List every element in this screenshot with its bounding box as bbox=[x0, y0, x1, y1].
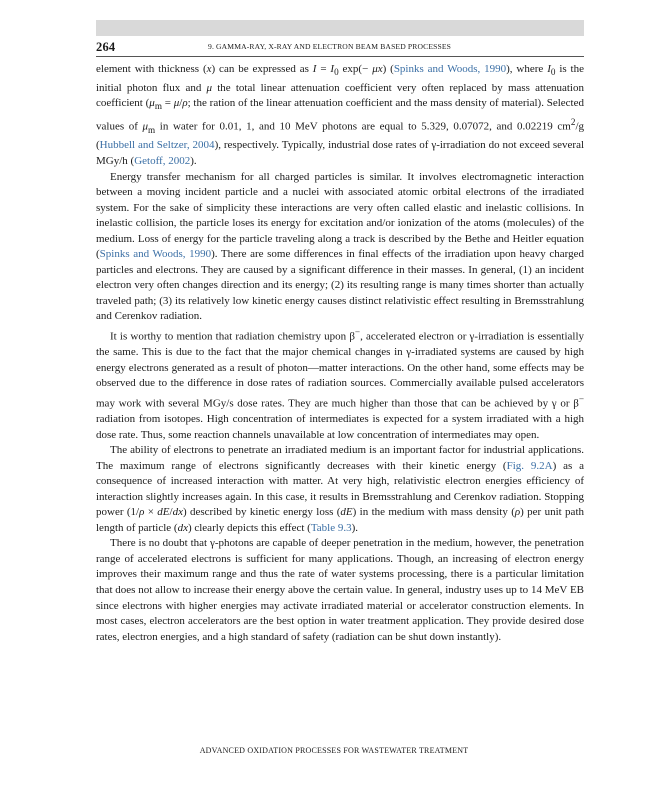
running-header bbox=[96, 40, 584, 56]
header-rule bbox=[96, 56, 584, 57]
page-number: 264 bbox=[96, 40, 116, 54]
chapter-title: 9. GAMMA-RAY, X-RAY AND ELECTRON BEAM BASED PROCESSES bbox=[208, 42, 452, 51]
body-text bbox=[96, 62, 584, 645]
paragraph-2: Energy transfer mechanism for all charged particles is similar. It involves electromagnetic interaction between a moving incident particle and a nuclei with associated atomic orbital electrons of the irradiated system. For the sake of simplicity these interactions are very often called elastic and inelastic collisions. In inelastic collision, the particle loses its energy for excitation and/or ionization of the atoms (molecules) of the medium. Loss of energy for the particle traveling along a track is described by the Bethe and Heitler equation (Spinks and Woods, 1990). There are some differences in final effects of the irradiation upon heavy charged particles and electrons. They are caused by a significant difference in their masses. In general, (1) an incident electron very often changes direction and its energy; (2) its resulting range is many times shorter than actually traveled path; (3) its relatively low kinetic energy causes distinct relativistic effect resulting in Bremsstrahlung and Cerenkov radiation. bbox=[96, 170, 584, 323]
citation-link[interactable]: Hubbell and Seltzer, 2004 bbox=[99, 139, 215, 152]
citation-link[interactable]: Spinks and Woods, 1990 bbox=[393, 63, 507, 75]
book-title-footer: ADVANCED OXIDATION PROCESSES FOR WASTEWATER TREATMENT bbox=[199, 746, 469, 755]
header-band bbox=[96, 20, 584, 36]
citation-link[interactable]: Getoff, 2002 bbox=[134, 154, 191, 167]
paragraph-1: element with thickness (x) can be expressed as $I = I_0$ exp(− μx) (Spinks and Woods, 1990), where $I_0$ is the initial photon flux and μ the total linear attenuation coefficient very often replaced by mass attenuation coefficient ($\mu_m = \mu/\rho$; the ration of the linear attenuation coefficient and the mass density of material). Selected values of $\mu_m$ in water for 0.01, 1, and 10 MeV photons are equal to 5.329, 0.07072, and 0.02219 $cm^2/g$ (Hubbell and Seltzer, 2004), respectively. Typically, industrial dose rates of γ-irradiation do not exceed several MGy/h (Getoff, 2002). bbox=[96, 63, 585, 167]
figure-link[interactable]: Fig. 9.2A bbox=[506, 459, 553, 472]
paragraph-5: There is no doubt that γ-photons are capable of deeper penetration in the medium, however, the penetration range of accelerated electrons is sufficient for many applications. Though, an increasing of electron energy improves their maximum range and thus the rate of water systems processing, there is a particular limitation that does not allow to increase their energy above the certain value. In general, industry uses up to 14 MeV EB since electrons with higher energies may activate irradiated material or accelerator construction elements. In most cases, electron accelerators are the best option in water treatment application. They provide desired dose rates, electron energies, and a high standard of safety (radiation can be shut down instantly). bbox=[96, 537, 584, 643]
table-link[interactable]: Table 9.3 bbox=[310, 521, 352, 534]
citation-link[interactable]: Spinks and Woods, 1990 bbox=[99, 248, 212, 261]
paragraph-3: It is worthy to mention that radiation chemistry upon β−, accelerated electron or γ-irradiation is essentially the same. This is due to the fact that the major chemical changes in γ-irradiated systems are caused by high energy electrons generated as a result of photon—matter interactions. On the other hand, some effects may be observed due to the difference in dose rates of radiation sources. Commercially available pulsed accelerators may work with several MGy/s dose rates. They are much higher than those that can be achieved by γ or β− radiation from isotopes. High concentration of intermediates is expected for a system irradiated with a high dose rate. Thus, some reaction channels unavailable at low concentration of intermediates may open. bbox=[96, 326, 585, 441]
paragraph-4: The ability of electrons to penetrate an irradiated medium is an important factor for industrial applications. The maximum range of electrons significantly decreases with their kinetic energy (Fig. 9.2A) as a consequence of increased interaction with matter. At very high, relativistic electron energies efficiency of interaction slightly increases again. In this case, it results in Bremsstrahlung and Cerenkov radiation. Stopping power (1/ρ × dE/dx) described by kinetic energy loss (dE) in the medium with mass density (ρ) per unit path length of particle (dx) clearly depicts this effect (Table 9.3). bbox=[96, 444, 584, 534]
